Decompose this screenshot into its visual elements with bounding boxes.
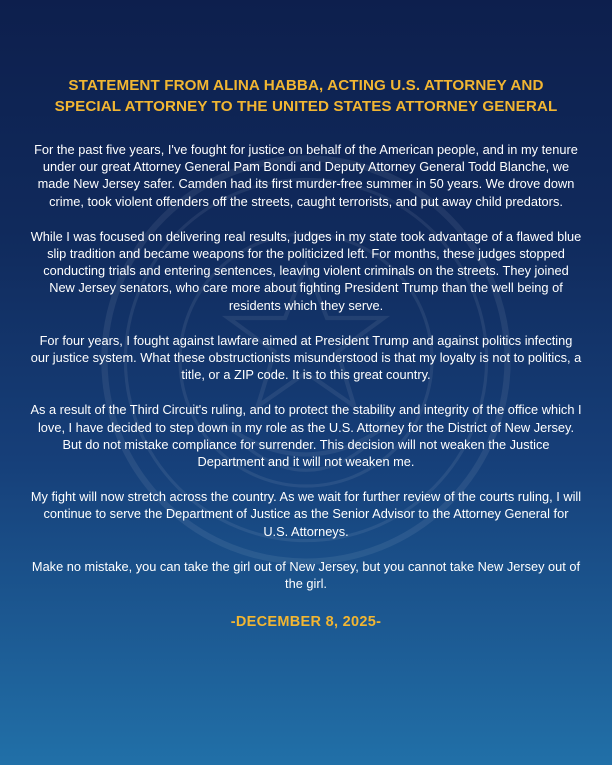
statement-title-line-1: STATEMENT FROM ALINA HABBA, ACTING U.S. ATTORNEY AND	[68, 77, 544, 94]
statement-paragraph-2: While I was focused on delivering real results, judges in my state took advantage of a flawed blue slip tradition and became weapons for the politicized left. For months, these judges stopped conducting trials and entering sentences, leaving violent criminals on the streets. They joined New Jersey senators, who care more about fighting President Trump than the well being of residents which they serve.	[30, 228, 582, 313]
statement-paragraph-5: My fight will now stretch across the country. As we wait for further review of the courts ruling, I will continue to serve the Department of Justice as the Senior Advisor to the Attorney General for U.S. Attorneys.	[30, 489, 582, 539]
statement-title-line-2: SPECIAL ATTORNEY TO THE UNITED STATES ATTORNEY GENERAL	[54, 98, 558, 115]
statement-title	[30, 75, 582, 117]
statement-paragraph-4: As a result of the Third Circuit's ruling, and to protect the stability and integrity of the office which I love, I have decided to step down in my role as the U.S. Attorney for the District of New Jersey. But do not mistake compliance for surrender. This decision will not weaken the Justice Department and it will not weaken me.	[30, 402, 582, 470]
statement-paragraph-6: Make no mistake, you can take the girl out of New Jersey, but you cannot take New Jersey out of the girl.	[31, 558, 581, 592]
statement-paragraph-3: For four years, I fought against lawfare aimed at President Trump and against politics infecting our justice system. What these obstructionists misunderstood is that my loyalty is not to politics, a title, or a ZIP code. It is to this great country.	[30, 332, 582, 383]
statement-paragraph-1: For the past five years, I've fought for justice on behalf of the American people, and in my tenure under our great Attorney General Pam Bondi and Deputy Attorney General Todd Blanche, we made New Jersey safer. Camden had its first murder-free summer in 50 years. We drove down crime, took violent offenders off the streets, caught terrorists, and put away child predators.	[34, 142, 578, 209]
statement-date: -DECEMBER 8, 2025-	[230, 614, 382, 631]
